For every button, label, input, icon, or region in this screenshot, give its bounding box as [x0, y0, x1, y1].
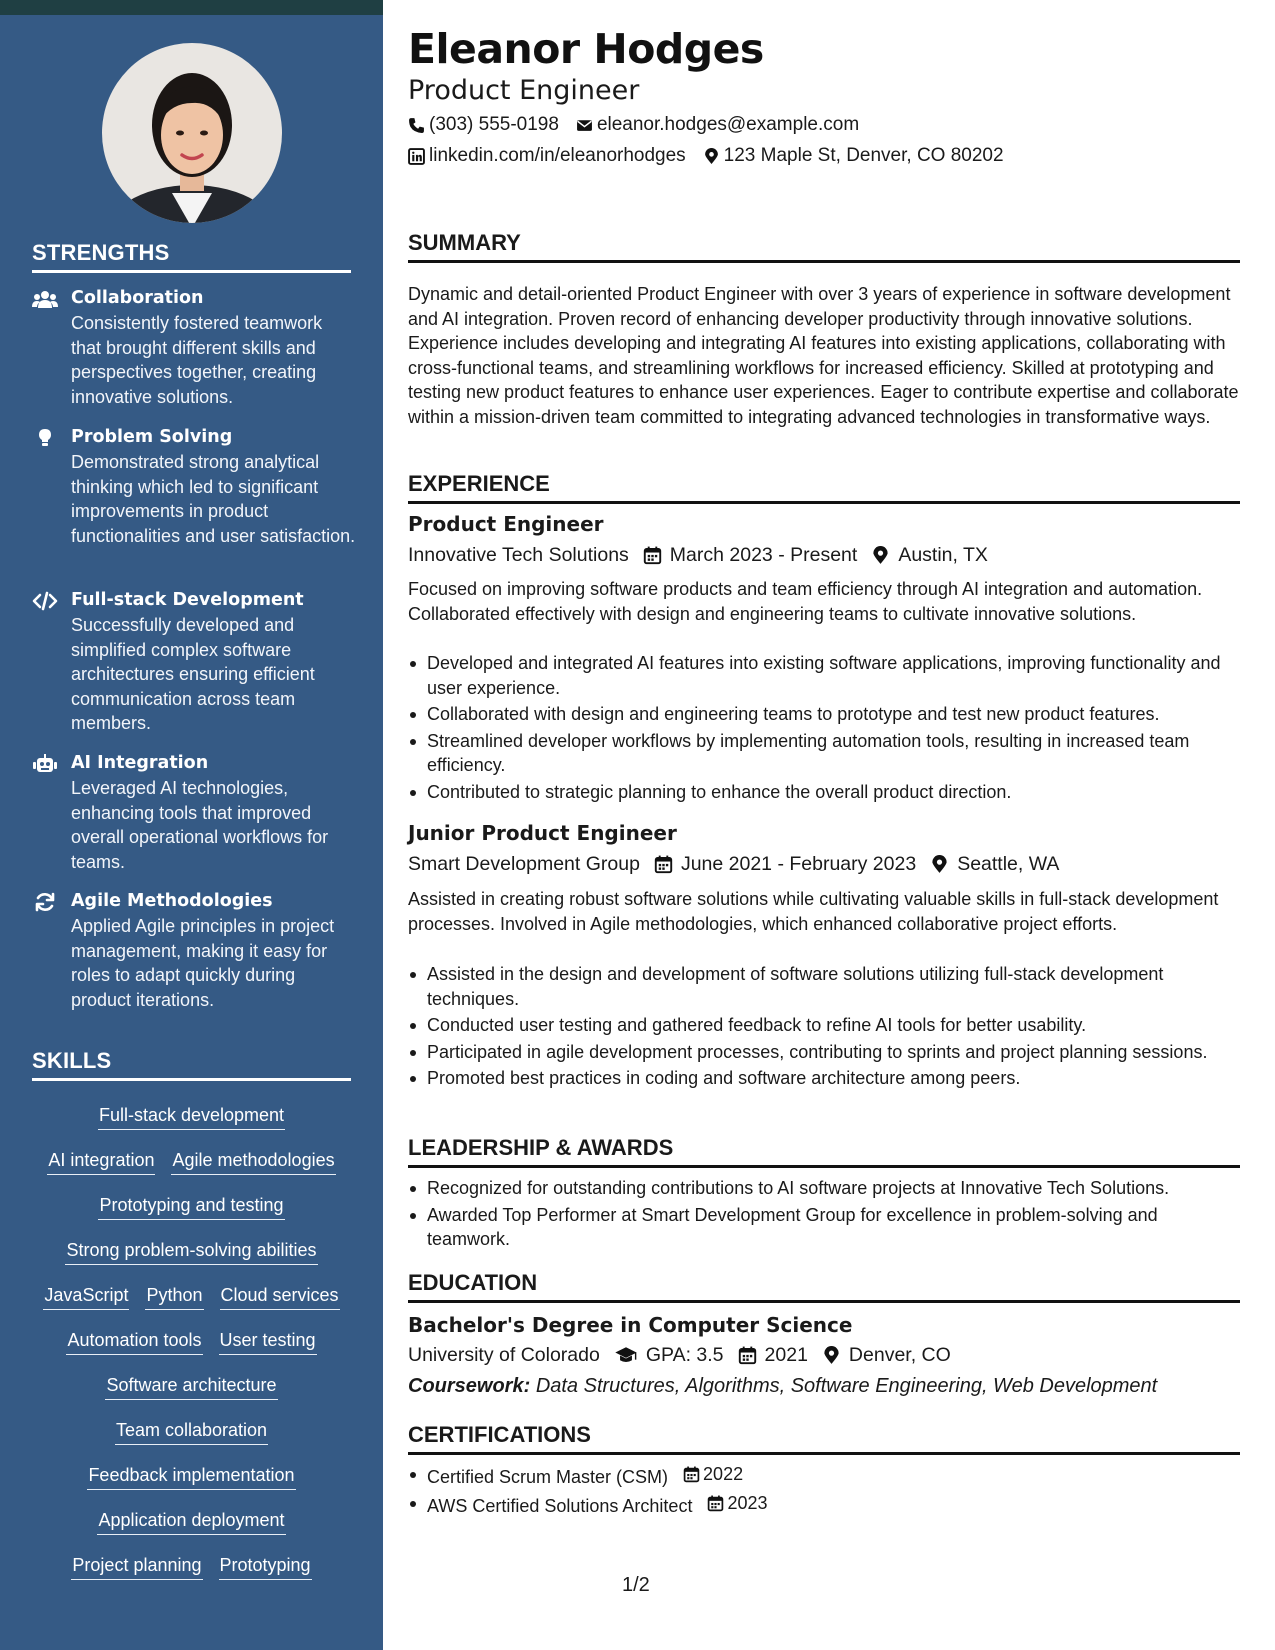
contact-row — [408, 113, 859, 137]
top-band — [0, 0, 383, 15]
job-bullet: Promoted best practices in coding and software architecture among peers. — [408, 1066, 1240, 1091]
skill-tag: User testing — [219, 1328, 317, 1355]
skill-tag: Automation tools — [66, 1328, 202, 1355]
job-dates: June 2021 - February 2023 — [680, 853, 917, 875]
profile-photo — [102, 43, 282, 223]
leadership-bullet: Awarded Top Performer at Smart Development Group for excellence in problem-solving and teamwork. — [408, 1203, 1240, 1252]
contact-row — [408, 144, 1004, 168]
degree-title: Bachelor's Degree in Computer Science — [408, 1313, 853, 1337]
skill-tag: Python — [145, 1283, 203, 1310]
job-bullet: Participated in agile development processes, contributing to sprints and project planning sessions. — [408, 1040, 1240, 1065]
education-heading: EDUCATION — [408, 1269, 1240, 1303]
candidate-title: Product Engineer — [408, 75, 640, 106]
certification-year: 2022 — [703, 1464, 744, 1484]
certification-name: Certified Scrum Master (CSM) — [427, 1466, 669, 1487]
address-text: 123 Maple St, Denver, CO 80202 — [723, 145, 1004, 166]
job-role: Product Engineer — [408, 512, 604, 536]
code-icon — [32, 591, 58, 611]
address-contact — [703, 144, 1004, 168]
skill-tag: Prototyping and testing — [98, 1193, 284, 1220]
coursework-label: Coursework: — [408, 1375, 531, 1397]
strengths-heading: STRENGTHS — [32, 240, 351, 273]
calendar-icon — [707, 1495, 724, 1512]
gpa: GPA: 3.5 — [645, 1344, 724, 1366]
certification-year: 2023 — [727, 1493, 768, 1514]
experience-heading: EXPERIENCE — [408, 470, 1240, 504]
linkedin-contact[interactable] — [408, 144, 686, 168]
calendar-icon — [738, 1346, 757, 1365]
users-icon — [32, 289, 58, 309]
skills-heading: SKILLS — [32, 1048, 351, 1081]
strength-title: Full-stack Development — [71, 590, 304, 610]
job-dates: March 2023 - Present — [669, 544, 858, 566]
phone-contact — [408, 113, 559, 137]
job-company: Innovative Tech Solutions — [408, 544, 629, 566]
email-contact[interactable] — [576, 113, 859, 137]
certification-item — [408, 1491, 1240, 1518]
candidate-name: Eleanor Hodges — [408, 25, 764, 73]
calendar-icon — [654, 855, 673, 874]
graduation-year: 2021 — [764, 1344, 808, 1366]
skills-list — [32, 1103, 351, 1598]
skill-tag: Feedback implementation — [87, 1463, 295, 1490]
map-pin-icon — [871, 546, 890, 565]
job-description: Focused on improving software products and team efficiency through AI integration and automation. Collaborated effectively with design and engineering teams to cultivate innovative solutions. — [408, 579, 1203, 624]
job-role: Junior Product Engineer — [408, 821, 677, 845]
job-bullet: Developed and integrated AI features into existing software applications, improving functionality and user experience. — [408, 651, 1240, 700]
job-bullets — [408, 651, 1240, 806]
map-pin-icon — [930, 855, 949, 874]
envelope-icon — [576, 117, 593, 134]
skill-tag: Full-stack development — [98, 1103, 285, 1130]
calendar-icon — [643, 546, 662, 565]
skill-tag: Prototyping — [219, 1553, 312, 1580]
strength-title: Collaboration — [71, 288, 204, 308]
strength-item — [32, 425, 357, 548]
summary-heading: SUMMARY — [408, 229, 1240, 263]
strength-desc: Leveraged AI technologies, enhancing tools that improved overall operational workflows for teams. — [71, 778, 329, 872]
linkedin-text[interactable]: linkedin.com/in/eleanorhodges — [429, 145, 686, 166]
job-meta — [408, 542, 988, 568]
phone-text: (303) 555-0198 — [429, 114, 559, 135]
job-location: Seattle, WA — [957, 853, 1060, 875]
linkedin-icon — [408, 148, 425, 165]
coursework-text: Data Structures, Algorithms, Software Engineering, Web Development — [535, 1375, 1158, 1397]
strength-desc: Demonstrated strong analytical thinking which led to significant improvements in product functionalities and user satisfaction. — [71, 452, 356, 546]
certifications-heading: CERTIFICATIONS — [408, 1421, 1240, 1455]
job-meta — [408, 851, 1059, 877]
job-description: Assisted in creating robust software solutions while cultivating valuable skills in full-stack development processes. Involved in Agile methodologies, which enhanced collaborative project efforts. — [408, 889, 1219, 934]
page-number: 1/2 — [622, 1574, 650, 1596]
skill-tag: Software architecture — [105, 1373, 277, 1400]
coursework-line — [408, 1373, 1157, 1399]
skill-tag: Team collaboration — [115, 1418, 268, 1445]
school-name: University of Colorado — [408, 1344, 600, 1366]
job-bullet: Assisted in the design and development of software solutions utilizing full-stack development techniques. — [408, 962, 1240, 1011]
strength-title: AI Integration — [71, 753, 209, 773]
graduation-cap-icon — [614, 1346, 638, 1365]
map-pin-icon — [703, 148, 720, 165]
map-pin-icon — [822, 1346, 841, 1365]
education-meta — [408, 1342, 951, 1368]
leadership-bullets — [408, 1176, 1240, 1254]
job-bullet: Streamlined developer workflows by implementing automation tools, resulting in increased team efficiency. — [408, 729, 1240, 778]
certifications-list — [408, 1462, 1240, 1521]
job-bullet: Conducted user testing and gathered feedback to refine AI tools for better usability. — [408, 1013, 1240, 1038]
calendar-icon — [683, 1466, 700, 1483]
job-location: Austin, TX — [898, 544, 988, 566]
skill-tag: Project planning — [71, 1553, 202, 1580]
skill-tag: JavaScript — [43, 1283, 129, 1310]
strength-item — [32, 889, 357, 1012]
school-location: Denver, CO — [848, 1344, 951, 1366]
job-bullets — [408, 962, 1240, 1093]
strength-desc: Consistently fostered teamwork that brought different skills and perspectives together, creating innovative solutions. — [71, 313, 323, 407]
lightbulb-icon — [32, 428, 58, 448]
sidebar — [0, 15, 383, 1650]
strength-item — [32, 588, 357, 736]
skill-tag: Cloud services — [220, 1283, 340, 1310]
certification-item — [408, 1462, 1240, 1489]
strength-desc: Applied Agile principles in project management, making it easy for roles to adapt quickly during product iterations. — [71, 916, 335, 1010]
skill-tag: Application deployment — [97, 1508, 285, 1535]
skill-tag: Strong problem-solving abilities — [65, 1238, 317, 1265]
skill-tag: Agile methodologies — [171, 1148, 335, 1175]
job-bullet: Contributed to strategic planning to enhance the overall product direction. — [408, 780, 1240, 805]
strength-item — [32, 286, 357, 409]
skill-tag: AI integration — [47, 1148, 155, 1175]
leadership-bullet: Recognized for outstanding contributions to AI software projects at Innovative Tech Solutions. — [408, 1176, 1240, 1201]
certification-name: AWS Certified Solutions Architect — [427, 1496, 693, 1516]
summary-text: Dynamic and detail-oriented Product Engineer with over 3 years of experience in software development and AI integration. Proven record of enhancing developer productivity through innovative solutions. Experience includes developing and integrating AI features into existing applications, collaborating with cross-functional teams, and streamlining workflows for increased efficiency. Skilled at prototyping and testing new product features to enhance user experiences. Eager to contribute expertise and collaborate within a mission-driven team committed to integrating advanced technologies in transformative ways. — [408, 284, 1239, 427]
email-text[interactable]: eleanor.hodges@example.com — [596, 114, 860, 135]
sync-icon — [32, 892, 58, 912]
strength-desc: Successfully developed and simplified complex software architectures ensuring efficient communication across team members. — [71, 615, 315, 733]
strength-item — [32, 751, 357, 874]
job-company: Smart Development Group — [408, 853, 640, 875]
robot-icon — [32, 754, 58, 774]
leadership-heading: LEADERSHIP & AWARDS — [408, 1134, 1240, 1168]
strength-title: Agile Methodologies — [71, 891, 273, 911]
job-bullet: Collaborated with design and engineering teams to prototype and test new product features. — [408, 702, 1240, 727]
phone-icon — [408, 117, 425, 134]
strength-title: Problem Solving — [71, 427, 233, 447]
